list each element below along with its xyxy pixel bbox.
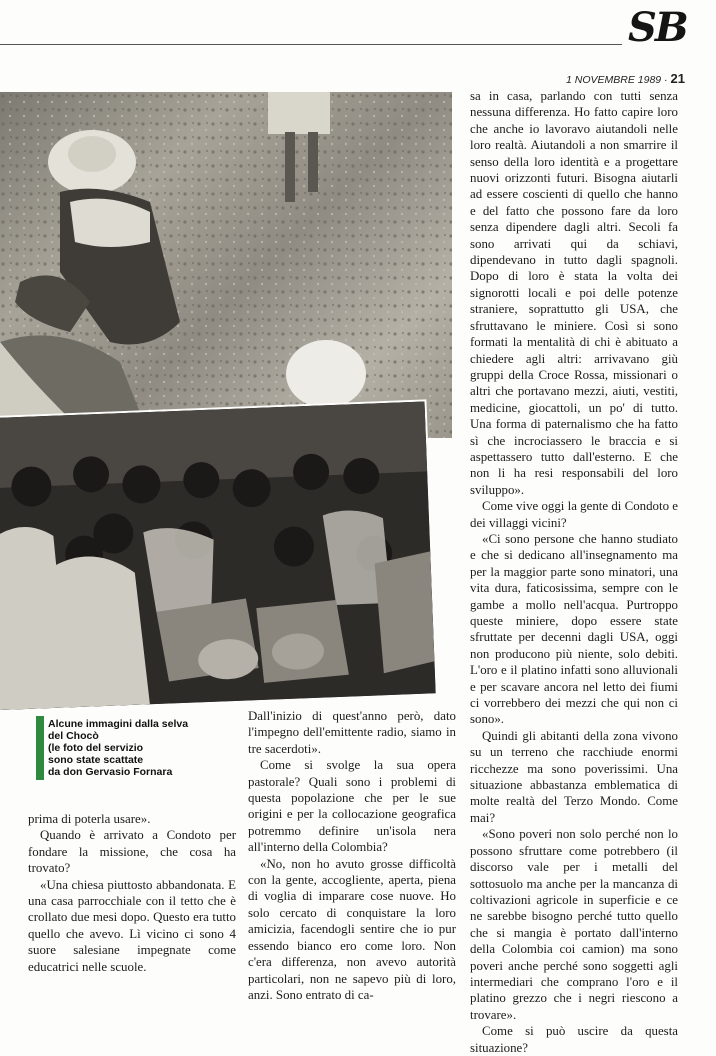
- caption-line: Alcune immagini dalla selva: [48, 718, 189, 730]
- paragraph: «Una chiesa piuttosto abbandonata. E una casa parrocchiale con il tetto che è crollato due mesi dopo. Questo era tutto quello che avevo. Lì vicino ci sono 4 suore salesiane impegnate come educatrici nelle scuole.: [28, 877, 236, 974]
- group-photo: [0, 401, 436, 710]
- question-paragraph: Quindi gli abitanti della zona vivono su un terreno che racchiude enormi ricchezze ma sono poverissimi. Una situazione abbastanza emblematica di molte realtà del Terzo Mondo. Come mai?: [470, 728, 678, 825]
- page-folio: [566, 71, 685, 86]
- caption-line: da don Gervasio Fornara: [48, 766, 173, 778]
- question-paragraph: Come si svolge la sua opera pastorale? Quali sono i problemi di questa popolazione che per le sue origini e per la collocazione geografica potremmo definire un'isola nera all'interno della Colombia?: [248, 758, 456, 855]
- question-paragraph: Come vive oggi la gente di Condoto e dei villaggi vicini?: [470, 499, 678, 530]
- question-paragraph: Come si può uscire da questa situazione?: [470, 1024, 678, 1055]
- magazine-logo: SB: [628, 4, 687, 51]
- group-photo-image: [0, 401, 436, 710]
- paragraph: prima di poterla usare».: [28, 812, 151, 826]
- caption-accent-bar: [36, 716, 44, 780]
- photo-caption: [48, 718, 218, 778]
- page-number: 21: [670, 71, 685, 86]
- folio-separator: ·: [661, 74, 671, 86]
- text-column-1: [28, 811, 236, 975]
- paragraph: «Sono poveri non solo perché non lo possono sfruttare come potrebbero (il discorso vale per i metalli del sottosuolo ma anche per la mancanza di coltivazioni agricole in superficie e ce ne sarebbe bisogno perché tutto quello che si mangia è portato dall'interno della Colombia coi camion) ma sono poveri anche perché sono soggetti agli intermediari che comprano l'oro e il platino grezzo che i negri riescono a trovare».: [470, 827, 678, 1022]
- question-paragraph: Quando è arrivato a Condoto per fondare la missione, che cosa ha trovato?: [28, 828, 236, 876]
- paragraph: sa in casa, parlando con tutti senza nessuna differenza. Ho fatto capire loro che anche io lavoravo aiutandoli nelle loro realtà. Aiutandoli a non smarrire il senso della loro identità e a progettare nuovi orizzonti futuri. Bisogna aiutarli ad essere coscienti di quello che hanno e del fatto che possono fare da loro senza dipendere dagli altri. Secoli fa sono arrivati qui da schiavi, dipendevano in tutto dagli spagnoli. Dopo di loro è stata la volta dei signorotti locali e poi delle potenze straniere, soprattutto gli USA, che sfruttavano le miniere. Così si sono formati la mentalità di chi è abituato a chiedere agli altri: arrivavano giù gruppi della Croce Rossa, missionari o altri che portavano mezzi, aiuti, vestiti, medicine, giocattoli, un po' di tutto. Una forma di paternalismo che ha fatto sì che incrociassero le braccia e si aspettassero tutto dall'esterno. E che non li ha resi responsabili del loro sviluppo».: [470, 89, 678, 497]
- top-photo: [0, 92, 452, 438]
- caption-line: del Chocò: [48, 730, 99, 742]
- paragraph: «Ci sono persone che hanno studiato e che si dedicano all'insegnamento ma per la maggior parte sono minatori, una vita dura, faticosissima, sempre con le gambe a mollo nell'acqua. Purtroppo queste miniere, dopo essere state sfruttate per decenni dagli USA, oggi non producono più niente, solo debiti. L'oro e il platino infatti sono alluvionali e per scavare ancora nel letto dei fiumi ci vorrebbero dei mezzi che qui non ci sono».: [470, 531, 678, 727]
- caption-line: sono state scattate: [48, 754, 144, 766]
- header-rule: [0, 44, 622, 45]
- text-column-2: [248, 708, 456, 1003]
- top-photo-image: [0, 92, 452, 438]
- caption-line: (le foto del servizio: [48, 742, 144, 754]
- paragraph: Dall'inizio di quest'anno però, dato l'impegno dell'emittente radio, siamo in tre sacerdoti».: [248, 709, 456, 756]
- text-column-3: [470, 88, 678, 1056]
- issue-date: 1 NOVEMBRE 1989: [566, 74, 662, 86]
- paragraph: «No, non ho avuto grosse difficoltà con la gente, accogliente, aperta, piena di voglia di imparare cose nuove. Ho solo cercato di conquistare la loro amicizia, facendogli sentire che io pur essendo bianco ero come loro. Non c'era differenza, non avevo autorità particolari, non ne sapevo più di loro, anzi. Sono entrato di ca-: [248, 856, 456, 1002]
